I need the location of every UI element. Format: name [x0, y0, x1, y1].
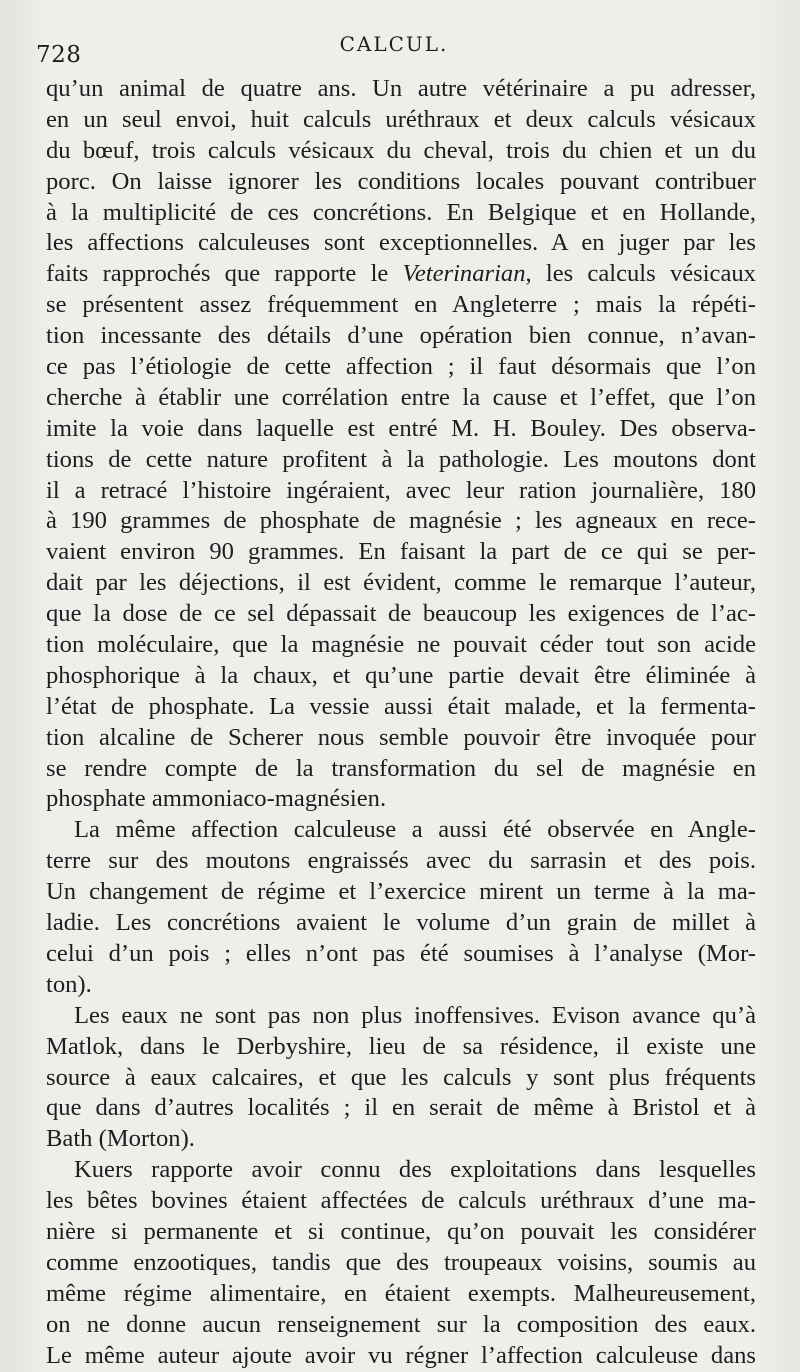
text-line: vaient environ 90 grammes. En faisant la part de ce qui se per-: [46, 538, 756, 566]
text-line: dait par les déjections, il est évident, comme le remarque l’auteur,: [46, 569, 756, 597]
text-line: que la dose de ce sel dépassait de beaucoup les exigences de l’ac-: [46, 600, 756, 628]
text-line: qu’un animal de quatre ans. Un autre vétérinaire a pu adresser,: [46, 75, 756, 102]
text-line: porc. On laisse ignorer les conditions locales pouvant contribuer: [46, 167, 756, 195]
text-line: cherche à établir une corrélation entre la cause et l’effet, que l’on: [46, 383, 756, 411]
page-number: 728: [36, 42, 82, 68]
text-line: comme enzootiques, tandis que des troupeaux voisins, soumis au: [46, 1248, 756, 1276]
text-line: se présentent assez fréquemment en Angleterre ; mais la répéti-: [46, 291, 756, 319]
text-line: les affections calculeuses sont exceptionnelles. A en juger par les: [46, 229, 756, 257]
text-line: celui d’un pois ; elles n’ont pas été soumises à l’analyse (Mor-: [46, 939, 756, 967]
text-line: du bœuf, trois calculs vésicaux du cheval, trois du chien et un du: [46, 136, 756, 164]
text-line: se rendre compte de la transformation du sel de magnésie en: [46, 754, 756, 782]
running-title: CALCUL.: [339, 32, 449, 56]
page-header: [36, 32, 752, 72]
text-line: en un seul envoi, huit calculs uréthraux et deux calculs vésicaux: [46, 105, 756, 133]
text-line: tions de cette nature profitent à la pathologie. Les moutons dont: [46, 445, 756, 473]
text-line: on ne donne aucun renseignement sur la composition des eaux.: [46, 1310, 756, 1338]
text-line: La même affection calculeuse a aussi été observée en Angle-: [74, 816, 756, 844]
text-line: Les eaux ne sont pas non plus inoffensives. Evison avance qu’à: [74, 1001, 756, 1029]
text-line: ce pas l’étiologie de cette affection ; il faut désormais que l’on: [46, 353, 756, 381]
text-line: tion moléculaire, que la magnésie ne pouvait céder tout son acide: [46, 631, 756, 659]
body-text: [46, 74, 756, 1371]
text-line: Bath (Morton).: [46, 1125, 195, 1153]
text-line: phosphorique à la chaux, et qu’une partie devait être éliminée à: [46, 661, 756, 689]
text-line: il a retracé l’histoire ingéraient, avec leur ration journalière, 180: [46, 476, 756, 504]
text-line: à la multiplicité de ces concrétions. En Belgique et en Hollande,: [46, 198, 756, 226]
text-line: faits rapprochés que rapporte le Veterinarian, les calculs vésicaux: [46, 260, 756, 288]
text-line: même régime alimentaire, en étaient exempts. Malheureusement,: [46, 1279, 756, 1307]
text-line: que dans d’autres localités ; il en serait de même à Bristol et à: [46, 1094, 756, 1122]
text-line: ton).: [46, 970, 92, 998]
text-line: terre sur des moutons engraissés avec du sarrasin et des pois.: [46, 847, 756, 875]
text-line: les bêtes bovines étaient affectées de calculs uréthraux d’une ma-: [46, 1187, 756, 1215]
text-line: Kuers rapporte avoir connu des exploitations dans lesquelles: [74, 1156, 756, 1184]
text-line: Matlok, dans le Derbyshire, lieu de sa résidence, il existe une: [46, 1032, 756, 1060]
text-line: imite la voie dans laquelle est entré M. H. Bouley. Des observa-: [46, 414, 756, 442]
text-line: ladie. Les concrétions avaient le volume d’un grain de millet à: [46, 909, 756, 937]
text-line: Un changement de régime et l’exercice mirent un terme à la ma-: [46, 878, 756, 906]
text-line: phosphate ammoniaco-magnésien.: [46, 785, 387, 813]
journal-title: Veterinarian: [402, 260, 526, 288]
text-line: tion incessante des détails d’une opération bien connue, n’avan-: [46, 322, 756, 350]
text-line: nière si permanente et si continue, qu’on pouvait les considérer: [46, 1217, 756, 1245]
text-line: l’état de phosphate. La vessie aussi était malade, et la fermenta-: [46, 692, 756, 720]
text-line: Le même auteur ajoute avoir vu régner l’affection calculeuse dans: [46, 1341, 756, 1369]
text-line: à 190 grammes de phosphate de magnésie ; les agneaux en rece-: [46, 507, 756, 535]
text-line: tion alcaline de Scherer nous semble pouvoir être invoquée pour: [46, 723, 756, 751]
text-line: source à eaux calcaires, et que les calculs y sont plus fréquents: [46, 1063, 756, 1091]
